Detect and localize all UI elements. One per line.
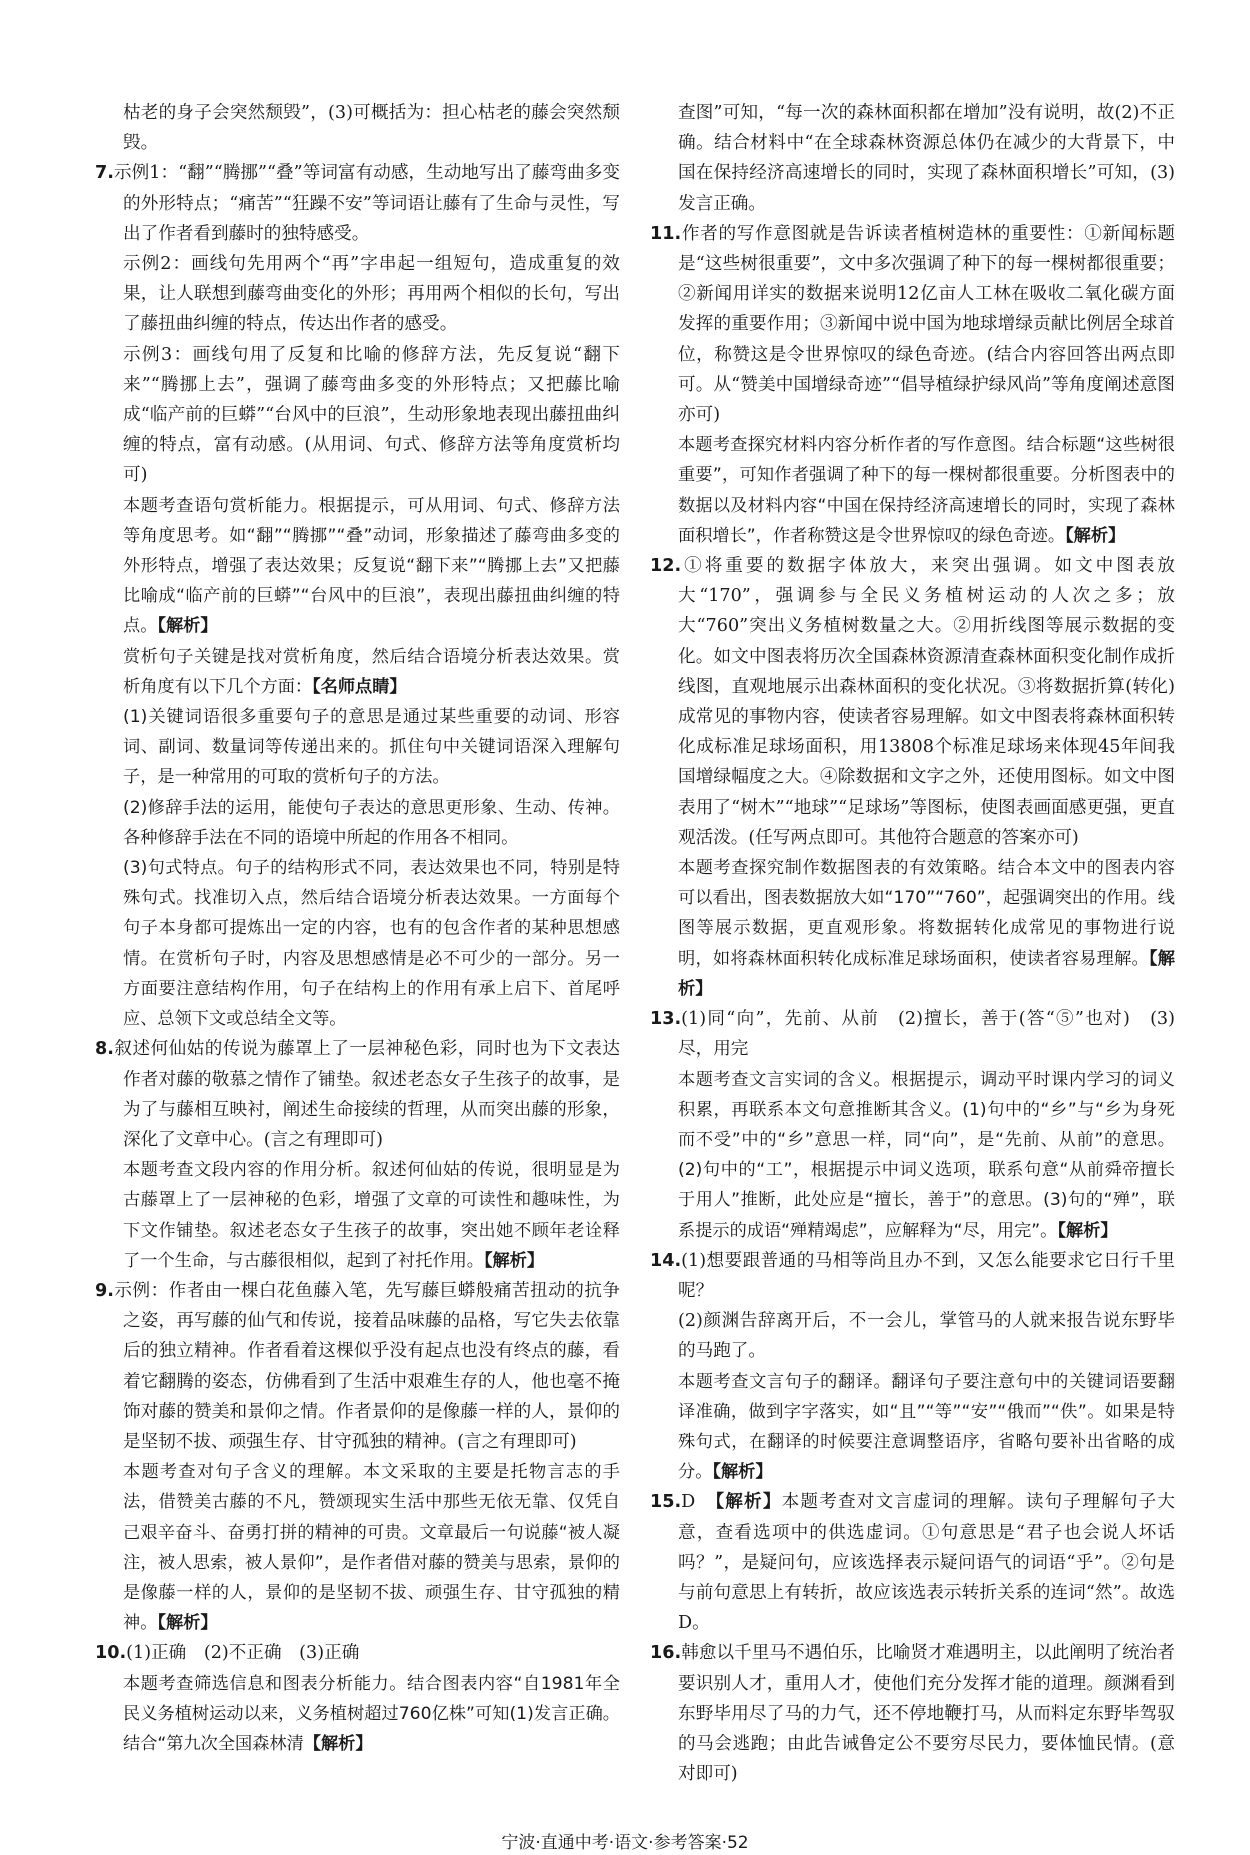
answer-paragraph: [650, 1004, 1175, 1064]
answer-paragraph: [650, 551, 1175, 853]
page-footer: 宁波·直通中考·语文·参考答案·52: [501, 1833, 749, 1853]
analysis-tag: 【解析】: [303, 1733, 373, 1754]
analysis-paragraph: [95, 1457, 620, 1638]
paragraph-text: 本题考查对文言虚词的理解。读句子理解句子大意，查看选项中的供选虚词。①句意思是“君子也会说人坏话吗？”，是疑问句，应该选择表示疑问语气的词语“乎”。②句是与前句意思上有转折，故应该选表示转折关系的连词“然”。故选D。: [678, 1492, 1175, 1634]
left-column: [95, 98, 620, 1759]
question-number: 14.: [650, 1250, 682, 1271]
analysis-tag: 【解析】: [1057, 1220, 1118, 1241]
analysis-paragraph: [650, 1367, 1175, 1488]
analysis-tag: 【解析】: [483, 1250, 545, 1271]
analysis-paragraph: [650, 1065, 1175, 1246]
analysis-tag: 【名师点睛】: [312, 676, 407, 697]
paragraph-text: 示例2：画线句先用两个“再”字串起一组短句，造成重复的效果，让人联想到藤弯曲变化的外形；再用两个相似的长句，写出了藤扭曲纠缠的特点，传达出作者的感受。: [123, 254, 620, 335]
answer-paragraph: [95, 340, 620, 491]
question-number: 9.: [95, 1280, 114, 1301]
answer-paragraph: [650, 1306, 1175, 1366]
paragraph-text: 示例1：“翻”“腾挪”“叠”等词富有动感，生动地写出了藤弯曲多变的外形特点；“痛苦”“狂躁不安”等词语让藤有了生命与灵性，写出了作者看到藤时的独特感受。: [113, 163, 620, 244]
analysis-tag: 【解析】: [157, 1613, 218, 1634]
right-column: [650, 98, 1175, 1789]
analysis-paragraph: [95, 642, 620, 702]
question-number: 10.: [95, 1643, 127, 1664]
paragraph-text: (1)想要跟普通的马相等尚且办不到，又怎么能要求它日行千里呢？: [678, 1250, 1175, 1301]
paragraph-text: (1)同“向”，先前、从前 (2)擅长，善于(答“⑤”也对) (3)尽，用完: [678, 1009, 1175, 1060]
question-number: 12.: [650, 556, 682, 577]
analysis-paragraph: [95, 1669, 620, 1760]
paragraph-text: 示例：作者由一棵白花鱼藤入笔，先写藤巨蟒般痛苦扭动的抗争之姿，再写藤的仙气和传说，接着品味藤的品格，写它失去依靠后的独立精神。作者看着这棵似乎没有起点也没有终点的藤，看着它翻腾的姿态，仿佛看到了生活中艰难生存的人，他也毫不掩饰对藤的赞美和景仰之情。作者景仰的是像藤一样的人，景仰的是坚韧不拔、顽强生存、甘守孤独的精神。(言之有理即可): [113, 1280, 620, 1452]
answer-paragraph: [95, 249, 620, 340]
question-number: 15.: [650, 1492, 682, 1513]
paragraph-text: (2)修辞手法的运用，能使句子表达的意思更形象、生动、传神。各种修辞手法在不同的语境中所起的作用各不相同。: [123, 797, 620, 848]
analysis-paragraph: [650, 853, 1175, 1004]
answer-paragraph: [650, 1487, 1175, 1638]
paragraph-text: 本题考查文言实词的含义。根据提示，调动平时课内学习的词义积累，再联系本文句意推断其含义。(1)句中的“乡”与“乡为身死而不受”中的“乡”意思一样，同“向”，是“先前、从前”的意思。(2)句中的“工”，根据提示中词义选项，联系句意“从前舜帝擅长于用人”推断，此处应是“擅长，善于”的意思。(3)句的“殚”，联系提示的成语“殚精竭虑”，应解释为“尽，用完”。: [678, 1069, 1175, 1241]
answer-paragraph: [650, 219, 1175, 430]
question-number: 11.: [650, 223, 682, 244]
answer-paragraph: [95, 1638, 620, 1668]
paragraph-text: 本题考查文言句子的翻译。翻译句子要注意句中的关键词语要翻译准确，做到字字落实，如“且”“等”“安”“俄而”“佚”。如果是特殊句式，在翻译的时候要注意调整语序，省略句要补出省略的成分。: [678, 1371, 1175, 1483]
analysis-paragraph: [95, 702, 620, 793]
paragraph-text: (2)颜渊告辞离开后，不一会儿，掌管马的人就来报告说东野毕的马跑了。: [678, 1311, 1175, 1362]
analysis-tag: 【解析】: [712, 1462, 773, 1483]
paragraph-text: 本题考查筛选信息和图表分析能力。结合图表内容“自1981年全民义务植树运动以来，义务植树超过760亿株”可知(1)发言正确。结合“第九次全国森林清: [123, 1673, 620, 1754]
question-number: 8.: [95, 1039, 114, 1060]
analysis-tag: 【解析】: [157, 616, 218, 637]
question-number: 16.: [650, 1643, 682, 1664]
analysis-paragraph: [95, 491, 620, 642]
answer-paragraph: [650, 1638, 1175, 1789]
paragraph-text: 赏析句子关键是找对赏析角度，然后结合语境分析表达效果。赏析角度有以下几个方面：: [123, 646, 620, 697]
answer-paragraph: [95, 158, 620, 249]
paragraph-text: 本题考查语句赏析能力。根据提示，可从用词、句式、修辞方法等角度思考。如“翻”“腾挪”“叠”动词，形象描述了藤弯曲多变的外形特点，增强了表达效果；反复说“翻下来”“腾挪上去”又把藤比喻成“临产前的巨蟒”“台风中的巨浪”，表现出藤扭曲纠缠的特点。: [123, 495, 620, 637]
analysis-paragraph: [650, 430, 1175, 551]
analysis-tag: 【解析】: [678, 948, 1175, 999]
answer-paragraph: [95, 1034, 620, 1155]
paragraph-text: 示例3：画线句用了反复和比喻的修辞方法，先反复说“翻下来”“腾挪上去”，强调了藤弯曲多变的外形特点；又把藤比喻成“临产前的巨蟒”“台风中的巨浪”，生动形象地表现出藤扭曲纠缠的特点，富有动感。(从用词、句式、修辞方法等角度赏析均可): [123, 344, 620, 486]
paragraph-text: 叙述何仙姑的传说为藤罩上了一层神秘色彩，同时也为下文表达作者对藤的敬慕之情作了铺垫。叙述老态女子生孩子的故事，是为了与藤相互映衬，阐述生命接续的哲理，从而突出藤的形象，深化了文章中心。(言之有理即可): [113, 1039, 620, 1150]
paragraph-text: 枯老的身子会突然颓毁”，(3)可概括为：担心枯老的藤会突然颓毁。: [123, 103, 620, 154]
answer-paragraph: [650, 98, 1175, 219]
question-number: 7.: [95, 163, 114, 184]
paragraph-text: (3)句式特点。句子的结构形式不同，表达效果也不同，特别是特殊句式。找准切入点，然后结合语境分析表达效果。一方面每个句子本身都可提炼出一定的内容，也有的包含作者的某种思想感情。在赏析句子时，内容及思想感情是必不可少的一部分。另一方面要注意结构作用，句子在结构上的作用有承上启下、首尾呼应、总领下文或总结全文等。: [123, 858, 620, 1030]
answer-paragraph: [650, 1246, 1175, 1306]
paragraph-text: 韩愈以千里马不遇伯乐，比喻贤才难遇明主，以此阐明了统治者要识别人才，重用人才，使他们充分发挥才能的道理。颜渊看到东野毕用尽了马的力气，还不停地鞭打马，从而料定东野毕驾驭的马会逃跑；由此告诫鲁定公不要穷尽民力，要体恤民情。(意对即可): [678, 1643, 1175, 1785]
analysis-tag: 【解析】: [1065, 525, 1126, 546]
paragraph-text: 查图”可知，“每一次的森林面积都在增加”没有说明，故(2)不正确。结合材料中“在全球森林资源总体仍在减少的大背景下，中国在保持经济高速增长的同时，实现了森林面积增长”可知，(3)发言正确。: [678, 103, 1175, 214]
paragraph-text: (1)正确 (2)不正确 (3)正确: [126, 1643, 360, 1664]
paragraph-text: 本题考查探究材料内容分析作者的写作意图。结合标题“这些树很重要”，可知作者强调了种下的每一棵树都很重要。分析图表中的数据以及材料内容“中国在保持经济高速增长的同时，实现了森林面积增长”，作者称赞这是令世界惊叹的绿色奇迹。: [678, 435, 1175, 546]
paragraph-text: 本题考查文段内容的作用分析。叙述何仙姑的传说，很明显是为古藤罩上了一层神秘的色彩，增强了文章的可读性和趣味性，为下文作铺垫。叙述老态女子生孩子的故事，突出她不顾年老诠释了一个生命，与古藤很相似，起到了衬托作用。: [123, 1160, 620, 1271]
answer-paragraph: [95, 1276, 620, 1457]
paragraph-text: 本题考查探究制作数据图表的有效策略。结合本文中的图表内容可以看出，图表数据放大如“170”“760”，起强调突出的作用。线图等展示数据，更直观形象。将数据转化成常见的事物进行说明，如将森林面积转化成标准足球场面积，使读者容易理解。: [678, 858, 1175, 969]
paragraph-text: (1)关键词语很多重要句子的意思是通过某些重要的动词、形容词、副词、数量词等传递出来的。抓住句中关键词语深入理解句子，是一种常用的可取的赏析句子的方法。: [123, 707, 620, 788]
answer-paragraph: [95, 98, 620, 158]
question-number: 13.: [650, 1009, 682, 1030]
paragraph-text: 本题考查对句子含义的理解。本文采取的主要是托物言志的手法，借赞美古藤的不凡，赞颂现实生活中那些无依无靠、仅凭自己艰辛奋斗、奋勇打拼的精神的可贵。文章最后一句说藤“被人凝注，被人思索，被人景仰”，是作者借对藤的赞美与思索，景仰的是像藤一样的人，景仰的是坚韧不拔、顽强生存、甘守孤独的精神。: [123, 1462, 620, 1634]
analysis-paragraph: [95, 853, 620, 1034]
analysis-paragraph: [95, 793, 620, 853]
analysis-tag: 【解析】: [715, 1492, 782, 1513]
paragraph-text: 作者的写作意图就是告诉读者植树造林的重要性：①新闻标题是“这些树很重要”，文中多次强调了种下的每一棵树都很重要；②新闻用详实的数据来说明12亿亩人工林在吸收二氧化碳方面发挥的重要作用；③新闻中说中国为地球增绿贡献比例居全球首位，称赞这是令世界惊叹的绿色奇迹。(结合内容回答出两点即可。从“赞美中国增绿奇迹”“倡导植绿护绿风尚”等角度阐述意图亦可): [678, 223, 1175, 426]
paragraph-text: ①将重要的数据字体放大，来突出强调。如文中图表放大“170”，强调参与全民义务植树运动的人次之多；放大“760”突出义务植树数量之大。②用折线图等展示数据的变化。如文中图表将历次全国森林资源清查森林面积变化制作成折线图，直观地展示出森林面积的变化状况。③将数据折算(转化)成常见的事物内容，使读者容易理解。如文中图表将森林面积转化成标准足球场面积，用13808个标准足球场来体现45年间我国增绿幅度之大。④除数据和文字之外，还使用图标。如文中图表用了“树木”“地球”“足球场”等图标，使图表画面感更强，更直观活泼。(任写两点即可。其他符合题意的答案亦可): [678, 556, 1175, 848]
analysis-paragraph: [95, 1155, 620, 1276]
paragraph-text: D: [681, 1492, 716, 1513]
